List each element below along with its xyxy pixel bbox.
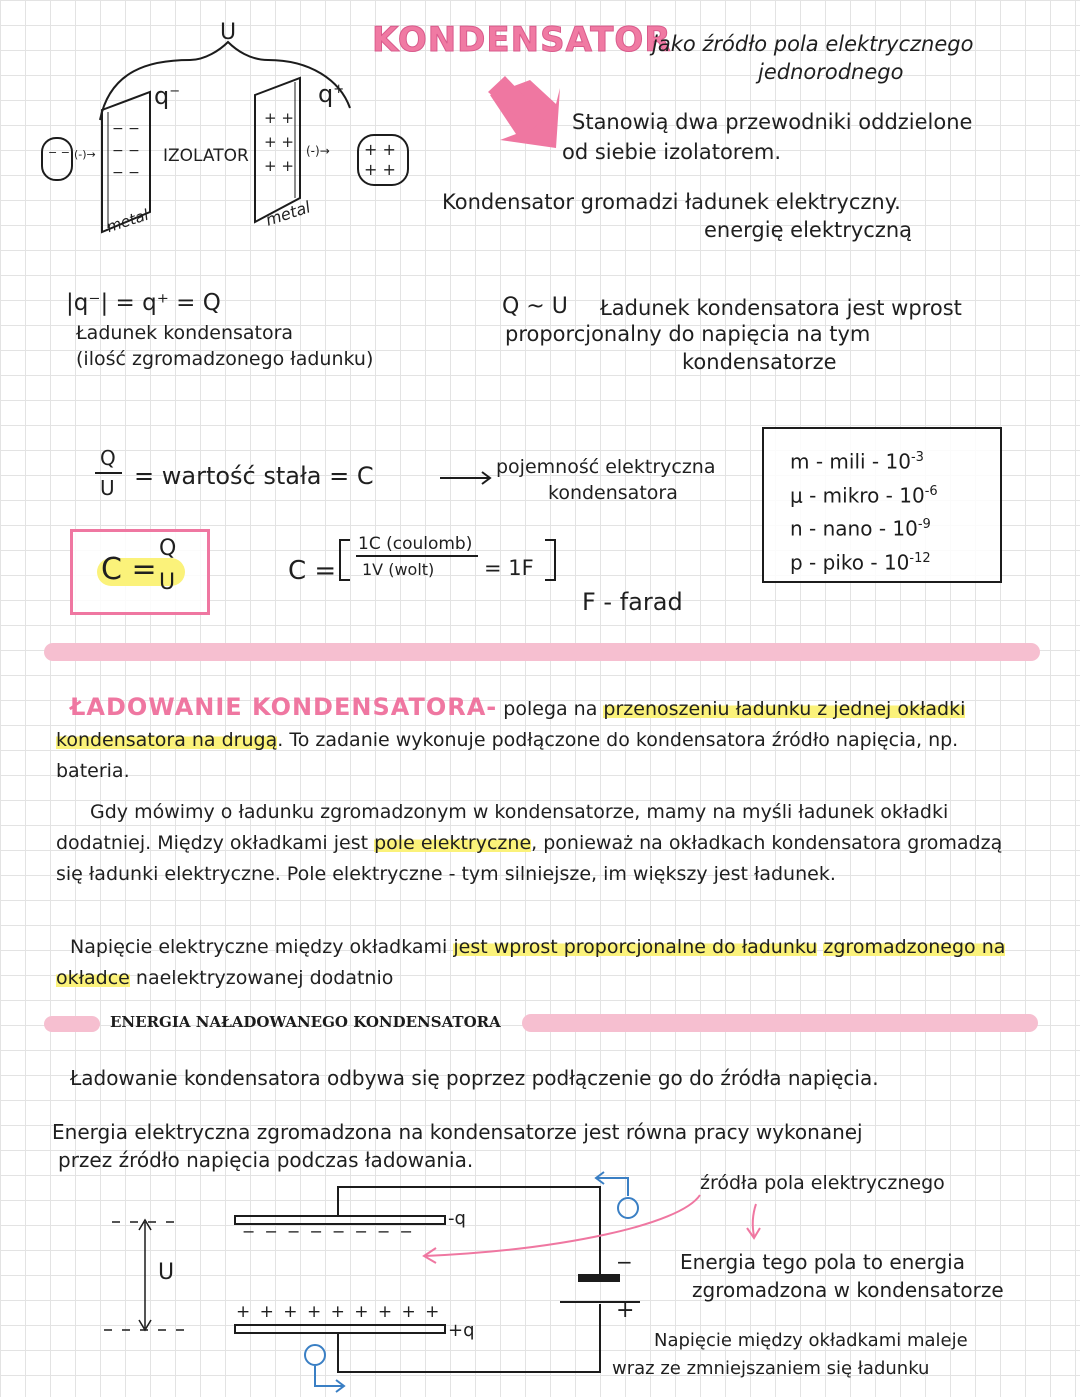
bottom-plate-label: +q xyxy=(448,1320,475,1341)
prefix-symbol: m xyxy=(790,449,810,474)
prefix-name: mili xyxy=(829,449,866,474)
stores-line1: Kondensator gromadzi ładunek elektryczny. xyxy=(442,190,901,214)
electron-arrow-right: (-)→ xyxy=(306,144,330,158)
charging-highlight-2: kondensatora na drugą xyxy=(56,729,278,751)
prefix-symbol: p xyxy=(790,550,803,575)
prefix-row: p - piko - $10^{-12}$ xyxy=(790,550,931,575)
proportional-highlight-2: zgromadzonego na okładce xyxy=(56,936,1006,989)
ratio-numerator: Q xyxy=(100,446,116,470)
unit-prefix: C = xyxy=(288,556,337,586)
ratio-text: = wartość stała = C xyxy=(134,462,374,490)
energy-line2: Energia elektryczna zgromadzona na kondensatorze jest równa pracy wykonanej xyxy=(52,1120,863,1144)
subtitle-line1: jako źródło pola elektrycznego xyxy=(652,32,974,56)
field-source-note: źródła pola elektrycznego xyxy=(700,1172,945,1194)
ratio-denominator: U xyxy=(100,476,115,500)
prefix-exponent: -9 xyxy=(917,517,931,533)
electric-field-highlight: pole elektryczne xyxy=(374,832,532,854)
stores-line2: energię elektryczną xyxy=(704,218,913,242)
prefix-row: μ - mikro - $10^{-6}$ xyxy=(790,483,938,508)
charge-formula-line2: (ilość zgromadzonego ładunku) xyxy=(76,348,374,370)
prefix-table xyxy=(762,427,1002,583)
unit-result: = 1F xyxy=(484,556,534,580)
battery-plus: + xyxy=(616,1298,635,1323)
charging-highlight-1: przenoszeniu ładunku z jednej okładki xyxy=(603,698,966,720)
definition-line1: Stanowią dwa przewodniki oddzielone xyxy=(572,110,973,134)
definition-line2: od siebie izolatorem. xyxy=(562,140,782,164)
capacity-formula-box xyxy=(70,529,210,615)
energy-note-line1: Energia tego pola to energia xyxy=(680,1250,965,1274)
left-blob-charges: − − xyxy=(48,146,70,159)
isolator-label: IZOLATOR xyxy=(163,146,249,166)
capacity-formula-num: Q xyxy=(159,536,177,561)
page-title: KONDENSATOR xyxy=(372,20,672,60)
charge-formula-line1: Ładunek kondensatora xyxy=(76,322,294,344)
farad-label: F - farad xyxy=(582,588,683,616)
prefix-power: 10 xyxy=(885,449,911,474)
metal-left-label: metal xyxy=(104,205,151,237)
prefix-power: 10 xyxy=(883,550,910,575)
prefix-symbol: n xyxy=(790,516,803,541)
charging-paragraph-1: ŁADOWANIE KONDENSATORA- polega na przenoszeniu ładunku z jednej okładki kondensatora na drugą. To zadanie wykonuje podłączone do kondensatora źródło napięcia, np. bateria. xyxy=(56,693,966,782)
charging-paragraph-3: Napięcie elektryczne między okładkami jest wprost proporcjonalne do ładunku zgromadzonego na okładce naelektryzowanej dodatnio xyxy=(56,936,1006,989)
voltage-note-line2: wraz ze zmniejszaniem się ładunku xyxy=(612,1358,930,1379)
right-plate-charges: + + + + + + xyxy=(264,109,294,175)
top-plate-label: -q xyxy=(448,1208,466,1229)
prefix-name: piko xyxy=(822,550,864,575)
prefix-name: nano xyxy=(822,516,873,541)
bottom-plate-charges: + + + + + + + + + xyxy=(236,1302,442,1322)
electron-arrow-left: (-)→ xyxy=(74,148,96,161)
capacity-formula-lhs: C = xyxy=(101,552,157,587)
prefix-row: n - nano - $10^{-9}$ xyxy=(790,516,931,541)
prefix-exponent: -6 xyxy=(924,483,938,499)
metal-right-label: metal xyxy=(263,197,313,230)
capacity-formula-den: U xyxy=(159,570,176,595)
prefix-exponent: -12 xyxy=(909,550,931,566)
prefix-exponent: -3 xyxy=(910,450,924,465)
capacity-label2: kondensatora xyxy=(548,482,678,504)
voltage-label: U xyxy=(220,20,237,45)
prefix-name: mikro xyxy=(822,483,880,508)
proportional-formula: Q ~ U xyxy=(502,294,568,319)
left-plate-charges: − − − − − − xyxy=(112,121,140,181)
energy-line3: przez źródło napięcia podczas ładowania. xyxy=(58,1148,474,1172)
top-plate-charges: − − − − − − − − xyxy=(242,1222,415,1241)
proportional-highlight-1: jest wprost proporcjonalne do ładunku xyxy=(453,936,818,958)
right-blob-charges: + + + + xyxy=(364,140,396,179)
proportional-line1: Ładunek kondensatora jest wprost xyxy=(600,296,962,320)
charging-paragraph-2: Gdy mówimy o ładunku zgromadzonym w kondensatorze, mamy na myśli ładunek okładki dodatniej. Między okładkami jest pole elektryczne, ponieważ na okładkach kondensatora gromadzą się ładunki elektryczne. Pole elektryczne - tym silniejsze, im większy jest ładunek. xyxy=(56,801,1003,885)
charge-plus-label: q+ xyxy=(318,80,345,108)
prefix-power: 10 xyxy=(892,516,918,541)
charging-heading: ŁADOWANIE KONDENSATORA xyxy=(70,693,487,721)
energy-heading: ENERGIA NAŁADOWANEGO KONDENSATORA xyxy=(110,1013,501,1031)
charge-formula: |q⁻| = q⁺ = Q xyxy=(66,290,221,316)
proportional-line2: proporcjonalny do napięcia na tym xyxy=(505,322,871,346)
battery-minus: − xyxy=(616,1250,633,1274)
energy-line1: Ładowanie kondensatora odbywa się poprzez podłączenie go do źródła napięcia. xyxy=(70,1066,879,1090)
unit-numerator: 1C (coulomb) xyxy=(358,534,473,554)
voltage-note-line1: Napięcie między okładkami maleje xyxy=(654,1330,968,1351)
unit-denominator: 1V (wolt) xyxy=(362,560,435,579)
prefix-power: 10 xyxy=(899,483,925,508)
charge-minus-label: q− xyxy=(154,82,181,110)
energy-note-line2: zgromadzona w kondensatorze xyxy=(692,1278,1004,1302)
subtitle-line2: jednorodnego xyxy=(758,60,904,84)
proportional-line3: kondensatorze xyxy=(682,350,837,374)
prefix-row: m - mili - $10^{-3}$ xyxy=(790,449,924,474)
voltage-u-label: U xyxy=(158,1260,175,1285)
capacity-label: pojemność elektryczna xyxy=(496,456,716,478)
prefix-symbol: μ xyxy=(790,483,803,508)
